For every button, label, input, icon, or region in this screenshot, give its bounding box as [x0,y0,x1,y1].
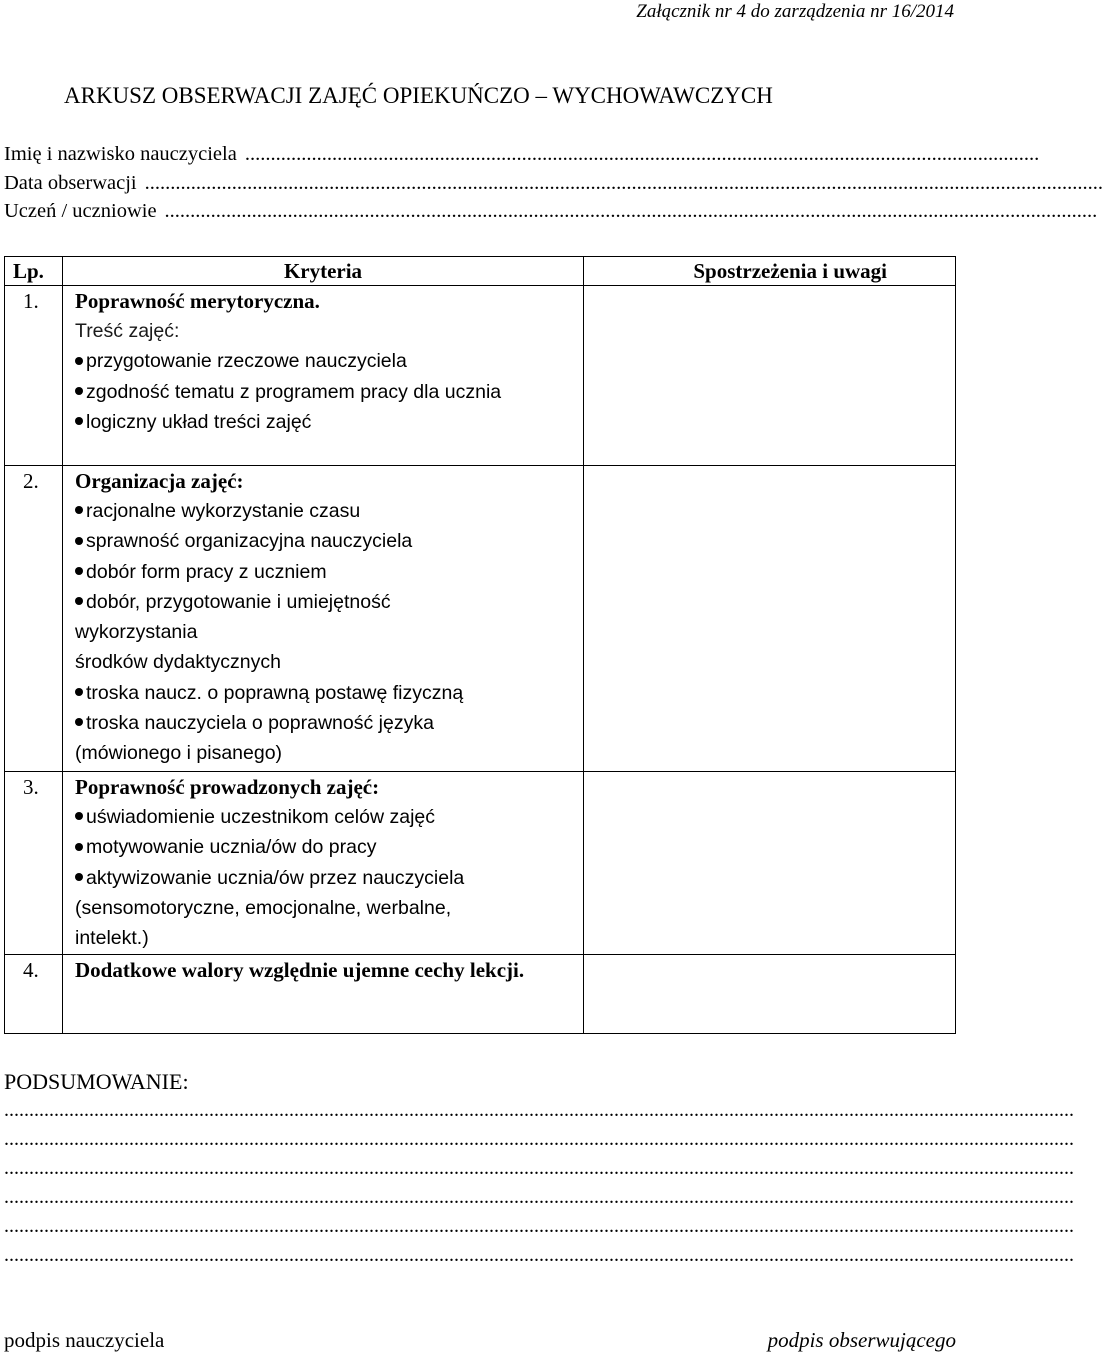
row-number: 1. [5,286,63,466]
criteria-title: Organizacja zajęć: [75,469,244,493]
criteria-item: przygotowanie rzeczowe nauczyciela [75,346,583,376]
bullet-icon [75,873,83,881]
observation-date-label: Data obserwacji [4,172,137,194]
header-lp: Lp. [5,257,63,286]
table-row [5,286,956,466]
observer-signature-label: podpis obserwującego [767,1328,956,1352]
header-remarks: Spostrzeżenia i uwagi [584,257,956,286]
teacher-name-label: Imię i nazwisko nauczyciela [4,143,237,165]
observation-date-fill: ........................................................................................................................................................................................... [144,172,1103,194]
row-number: 2. [5,466,63,772]
students-field[interactable] [4,198,1098,225]
teacher-name-field[interactable] [4,141,1040,168]
criteria-item-continuation: wykorzystania [75,621,198,644]
observation-table [4,256,956,1034]
criteria-title: Poprawność merytoryczna. [75,289,320,313]
criteria-item: motywowanie ucznia/ów do pracy [75,832,583,862]
criteria-cell [63,286,584,466]
remarks-cell[interactable] [584,466,956,772]
criteria-title: Poprawność prowadzonych zajęć: [75,775,380,799]
table-row [5,955,956,1034]
criteria-item-continuation: (sensomotoryczne, emocjonalne, werbalne, [75,896,452,919]
criteria-item: sprawność organizacyjna nauczyciela [75,526,583,556]
criteria-item: troska naucz. o poprawną postawę fizyczną [75,678,583,708]
summary-line[interactable]: ...................................................................................................................................................................................................................... [4,1215,1074,1237]
criteria-item-continuation: (mówionego i pisanego) [75,742,283,765]
row-number: 3. [5,772,63,955]
summary-line[interactable]: ...................................................................................................................................................................................................................... [4,1128,1074,1150]
students-label: Uczeń / uczniowie [4,200,157,222]
table-row [5,466,956,772]
teacher-signature-label: podpis nauczyciela [4,1328,165,1352]
teacher-name-fill: ........................................................................................................................................................... [244,143,1040,165]
summary-line[interactable]: ...................................................................................................................................................................................................................... [4,1244,1074,1266]
table-header-row [5,257,956,286]
criteria-cell [63,772,584,955]
bullet-icon [75,567,83,575]
bullet-icon [75,597,83,605]
criteria-item: uświadomienie uczestnikom celów zajęć [75,802,583,832]
bullet-icon [75,843,83,851]
criteria-cell [63,955,584,1034]
students-fill: ...................................................................................................................................................................................... [164,200,1098,222]
criteria-item-continuation: środków dydaktycznych [75,651,281,674]
criteria-item: zgodność tematu z programem pracy dla ucznia [75,377,583,407]
observation-date-field[interactable] [4,170,1103,197]
criteria-item: aktywizowanie ucznia/ów przez nauczyciela [75,863,583,893]
criteria-item: racjonalne wykorzystanie czasu [75,496,583,526]
summary-line[interactable]: ...................................................................................................................................................................................................................... [4,1157,1074,1179]
remarks-cell[interactable] [584,286,956,466]
criteria-item-continuation: intelekt.) [75,927,149,950]
bullet-icon [75,506,83,514]
bullet-icon [75,812,83,820]
criteria-item: dobór form pracy z uczniem [75,557,583,587]
bullet-icon [75,387,83,395]
remarks-cell[interactable] [584,772,956,955]
summary-title: PODSUMOWANIE: [4,1069,189,1094]
summary-line[interactable]: ...................................................................................................................................................................................................................... [4,1186,1074,1208]
bullet-icon [75,537,83,545]
remarks-cell[interactable] [584,955,956,1034]
criteria-title: Dodatkowe walory względnie ujemne cechy lekcji. [75,958,525,982]
table-row [5,772,956,955]
criteria-item: logiczny układ treści zajęć [75,407,583,437]
bullet-icon [75,417,83,425]
criteria-item: troska nauczyciela o poprawność języka [75,708,583,738]
attachment-note: Załącznik nr 4 do zarządzenia nr 16/2014 [636,1,954,22]
summary-line[interactable]: ...................................................................................................................................................................................................................... [4,1099,1074,1121]
criteria-sublabel: Treść zajęć: [75,320,180,342]
criteria-item: dobór, przygotowanie i umiejętność [75,587,583,617]
bullet-icon [75,357,83,365]
document-title: ARKUSZ OBSERWACJI ZAJĘĆ OPIEKUŃCZO – WYCHOWAWCZYCH [64,83,773,108]
bullet-icon [75,718,83,726]
criteria-cell [63,466,584,772]
bullet-icon [75,688,83,696]
header-criteria: Kryteria [63,257,584,286]
row-number: 4. [5,955,63,1034]
